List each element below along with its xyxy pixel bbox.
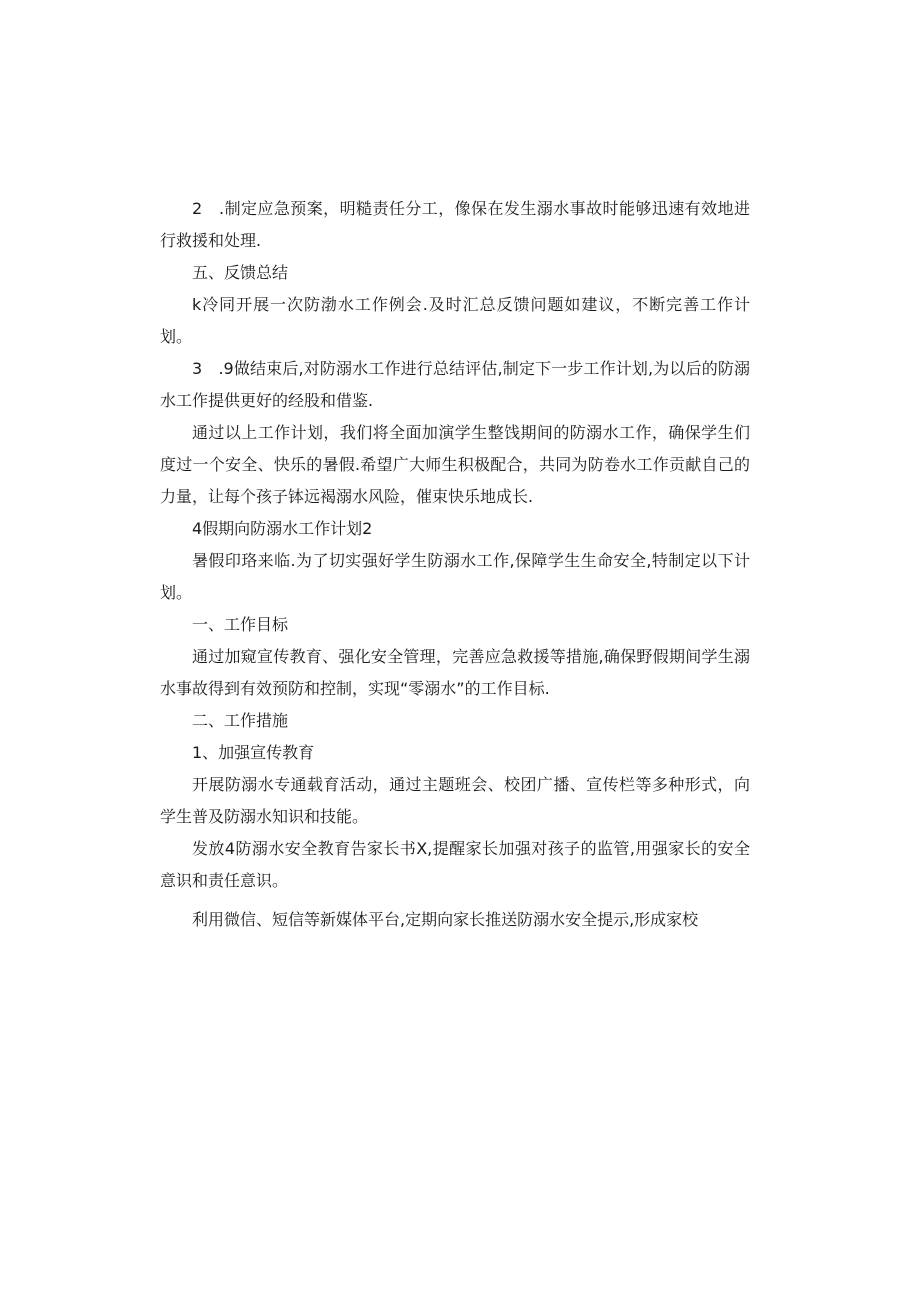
- heading-work-measures: 二、工作措施: [192, 711, 289, 730]
- paragraph-parent-letter: 发放4防溺水安全教育告家长书X,提醒家长加强对孩子的监管,用强家长的安全意识和责任意识。: [160, 839, 750, 890]
- heading-work-goals: 一、工作目标: [192, 615, 289, 634]
- paragraph-work-goals: 通过加窥宣传教育、强化安全管理，完善应急救援等措施,确保野假期间学生溺水事故得到有效预防和控制，实现“零溺水”的工作目标.: [160, 647, 750, 698]
- heading-plan-2: 4假期向防溺水工作计划2: [192, 519, 373, 538]
- paragraph-conclusion: 通过以上工作计划，我们将全面加演学生整饯期间的防溺水工作，确保学生们度过一个安全、快乐的暑假.希望广大师生积极配合，共同为防卷水工作贡献自己的力量，让每个孩子钵远褐溺水风险，催束快乐地成长.: [160, 423, 750, 506]
- paragraph-emergency-plan: 2 .制定应急预案，明糙责任分工，像保在发生溺水事故时能够迅速有效地进行救援和处理.: [160, 199, 750, 250]
- paragraph-regular-meeting: k冷同开展一次防渤水工作例会.及时汇总反馈问题如建议，不断完善工作计划。: [160, 295, 750, 346]
- paragraph-plan-intro: 暑假印珞来临.为了切实强好学生防溺水工作,保障学生生命安全,特制定以下计划。: [160, 551, 750, 602]
- paragraph-new-media: 利用微信、短信等新媒体平台,定期向家长推送防溺水安全提示,形成家校: [192, 910, 699, 929]
- document-body: [160, 193, 750, 936]
- heading-feedback-summary: 五、反馈总结: [192, 263, 289, 282]
- paragraph-summary-evaluation: 3 .9做结束后,对防溺水工作进行总结评估,制定下一步工作计划,为以后的防溺水工作提供更好的经股和借鉴.: [160, 359, 750, 410]
- heading-strengthen-education: 1、加强宣传教育: [192, 743, 315, 762]
- paragraph-education-activities: 开展防溺水专通载育活动，通过主题班会、校团广播、宣传栏等多种形式，向学生普及防溺水知识和技能。: [160, 775, 750, 826]
